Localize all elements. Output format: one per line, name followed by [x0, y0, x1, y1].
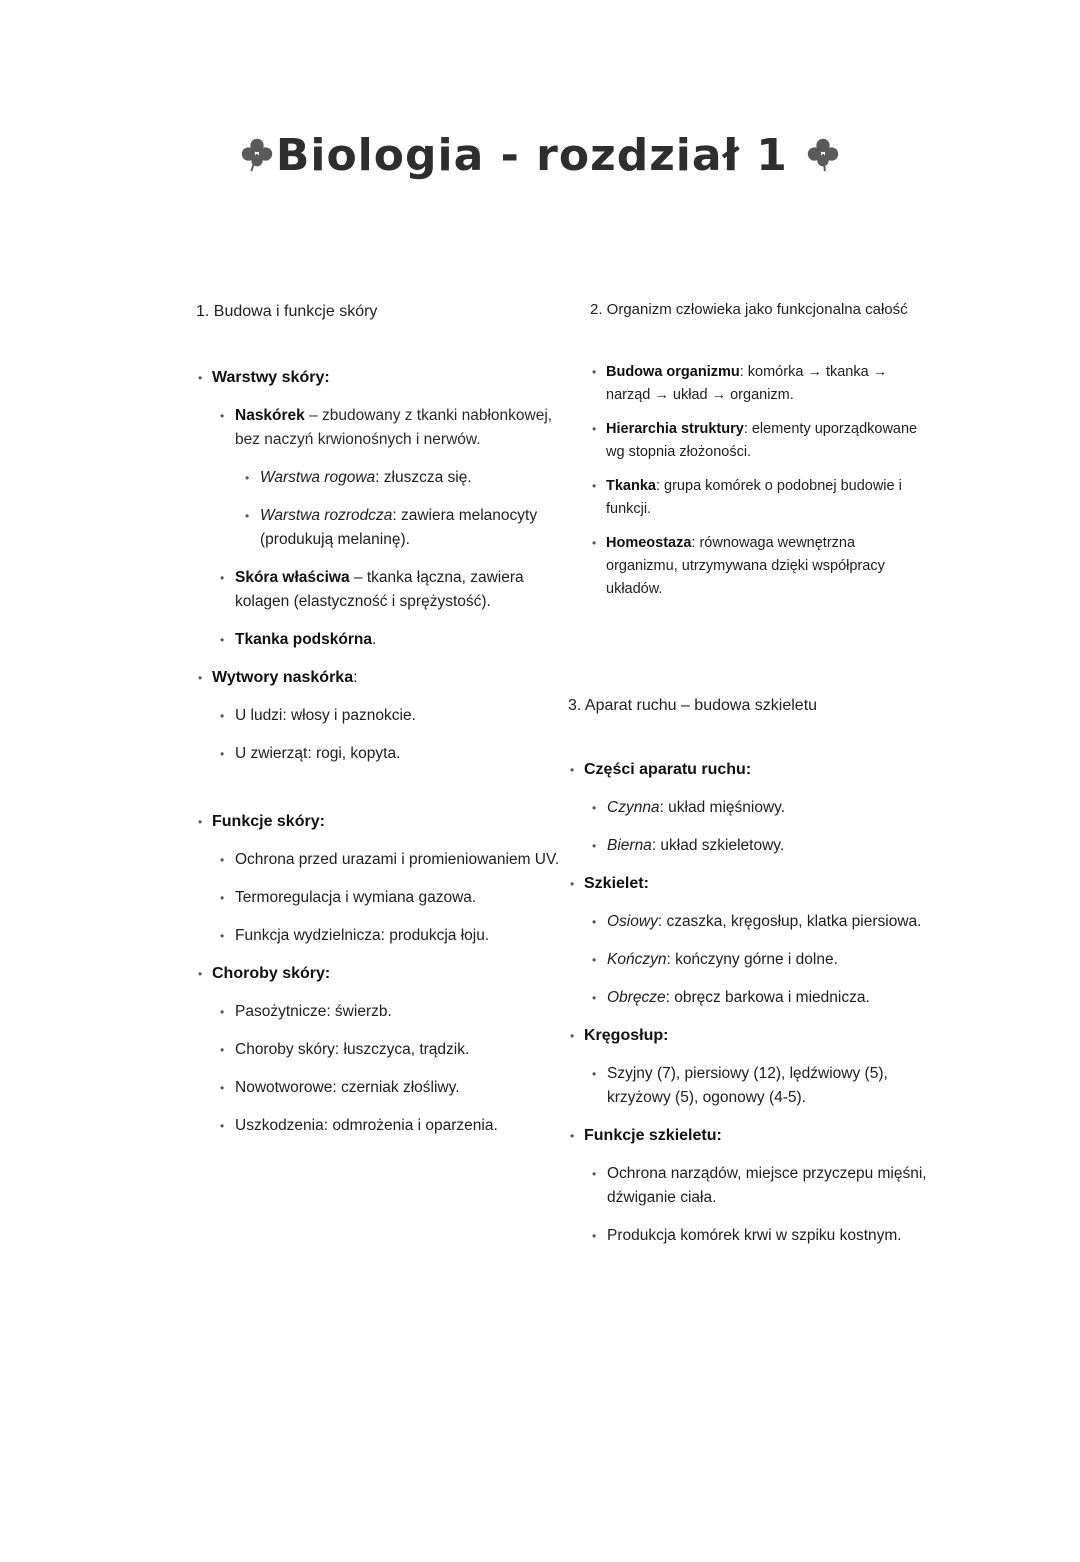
list-item	[590, 910, 928, 934]
term: Tkanka	[606, 478, 656, 494]
list-item	[196, 962, 576, 1138]
list-item	[568, 1124, 928, 1248]
term: Kończyn	[607, 951, 667, 968]
list-item	[590, 361, 930, 407]
list-item	[568, 758, 928, 858]
list-item	[590, 986, 928, 1010]
term: Skóra właściwa	[235, 569, 350, 586]
list-label: Choroby skóry:	[212, 965, 331, 982]
list-item: • Ochrona przed urazami i promieniowaniem UV.	[218, 848, 576, 872]
list-item	[196, 666, 576, 766]
description: : układ szkieletowy.	[651, 837, 785, 854]
list-label: Funkcje skóry:	[212, 813, 325, 830]
description: – tkanka łączna, zawiera kolagen (elastyczność i sprężystość).	[235, 569, 524, 610]
section-skeleton	[568, 694, 928, 1262]
list-item	[196, 810, 576, 948]
list-item: • Choroby skóry: łuszczyca, trądzik.	[218, 1038, 576, 1062]
term: Warstwa rozrodcza	[260, 507, 393, 524]
list-item	[590, 796, 928, 820]
list-label: Części aparatu ruchu:	[584, 761, 752, 778]
description: : układ mięśniowy.	[659, 799, 786, 816]
term: Warstwa rogowa	[260, 469, 376, 486]
list-item: • Ochrona narządów, miejsce przyczepu mięśni, dźwiganie ciała.	[590, 1162, 928, 1210]
description: : zawiera melanocyty (produkują melaninę).	[260, 507, 538, 548]
list-item: • Szyjny (7), piersiowy (12), lędźwiowy (5), krzyżowy (5), ogonowy (4-5).	[590, 1062, 928, 1110]
list-item	[218, 628, 576, 652]
list-item: • Produkcja komórek krwi w szpiku kostnym.	[590, 1224, 928, 1248]
term: Hierarchia struktury	[606, 421, 744, 437]
term: Osiowy	[607, 913, 658, 930]
list-item: • Funkcja wydzielnicza: produkcja łoju.	[218, 924, 576, 948]
colon: :	[353, 669, 358, 686]
list-item	[590, 418, 930, 464]
term: Czynna	[607, 799, 660, 816]
description: : elementy uporządkowane wg stopnia złożoności.	[606, 421, 918, 460]
list-item: • U ludzi: włosy i paznokcie.	[218, 704, 576, 728]
list-label: Funkcje szkieletu:	[584, 1127, 722, 1144]
description: : czaszka, kręgosłup, klatka piersiowa.	[657, 913, 922, 930]
list-label: Kręgosłup:	[584, 1027, 669, 1044]
list-label: Warstwy skóry:	[212, 369, 330, 386]
term: Bierna	[607, 837, 652, 854]
description: .	[371, 631, 377, 648]
description: : złuszcza się.	[375, 469, 472, 486]
list-item: • U zwierząt: rogi, kopyta.	[218, 742, 576, 766]
description: : komórka → tkanka → narząd → układ → organizm.	[606, 364, 888, 403]
list-item: • Termoregulacja i wymiana gazowa.	[218, 886, 576, 910]
description: : równowaga wewnętrzna organizmu, utrzymywana dzięki współpracy układów.	[606, 535, 885, 597]
list-item	[590, 948, 928, 972]
section-heading: 1. Budowa i funkcje skóry	[196, 303, 378, 320]
term: Obręcze	[607, 989, 666, 1006]
list-item	[590, 834, 928, 858]
description: : kończyny górne i dolne.	[666, 951, 838, 968]
list-item	[568, 872, 928, 1010]
list-item	[218, 404, 576, 552]
section-heading: 2. Organizm człowieka jako funkcjonalna całość	[590, 301, 908, 318]
list-label: Szkielet:	[584, 875, 649, 892]
list-label: Wytwory naskórka	[212, 669, 354, 686]
list-item	[196, 366, 576, 652]
list-item	[590, 475, 930, 521]
list-item: • Pasożytnicze: świerzb.	[218, 1000, 576, 1024]
page-title-row	[0, 130, 1080, 184]
description: – zbudowany z tkanki nabłonkowej, bez naczyń krwionośnych i nerwów.	[235, 407, 553, 448]
list-item	[243, 504, 576, 552]
term: Naskórek	[235, 407, 305, 424]
list-item: • Uszkodzenia: odmrożenia i oparzenia.	[218, 1114, 576, 1138]
description: : obręcz barkowa i miednicza.	[665, 989, 870, 1006]
page-title: Biologia - rozdział 1	[275, 130, 788, 181]
description: : grupa komórek o podobnej budowie i funkcji.	[606, 478, 902, 517]
clover-icon	[804, 133, 842, 184]
section-heading: 3. Aparat ruchu – budowa szkieletu	[568, 697, 818, 714]
list-item	[590, 532, 930, 601]
list-item	[243, 466, 576, 490]
clover-icon	[238, 133, 276, 184]
list-item	[218, 566, 576, 614]
term: Tkanka podskórna	[235, 631, 372, 648]
list-item: • Nowotworowe: czerniak złośliwy.	[218, 1076, 576, 1100]
section-organism	[590, 298, 930, 612]
list-item	[568, 1024, 928, 1110]
term: Budowa organizmu	[606, 364, 740, 380]
section-skin	[196, 300, 576, 1152]
term: Homeostaza	[606, 535, 692, 551]
